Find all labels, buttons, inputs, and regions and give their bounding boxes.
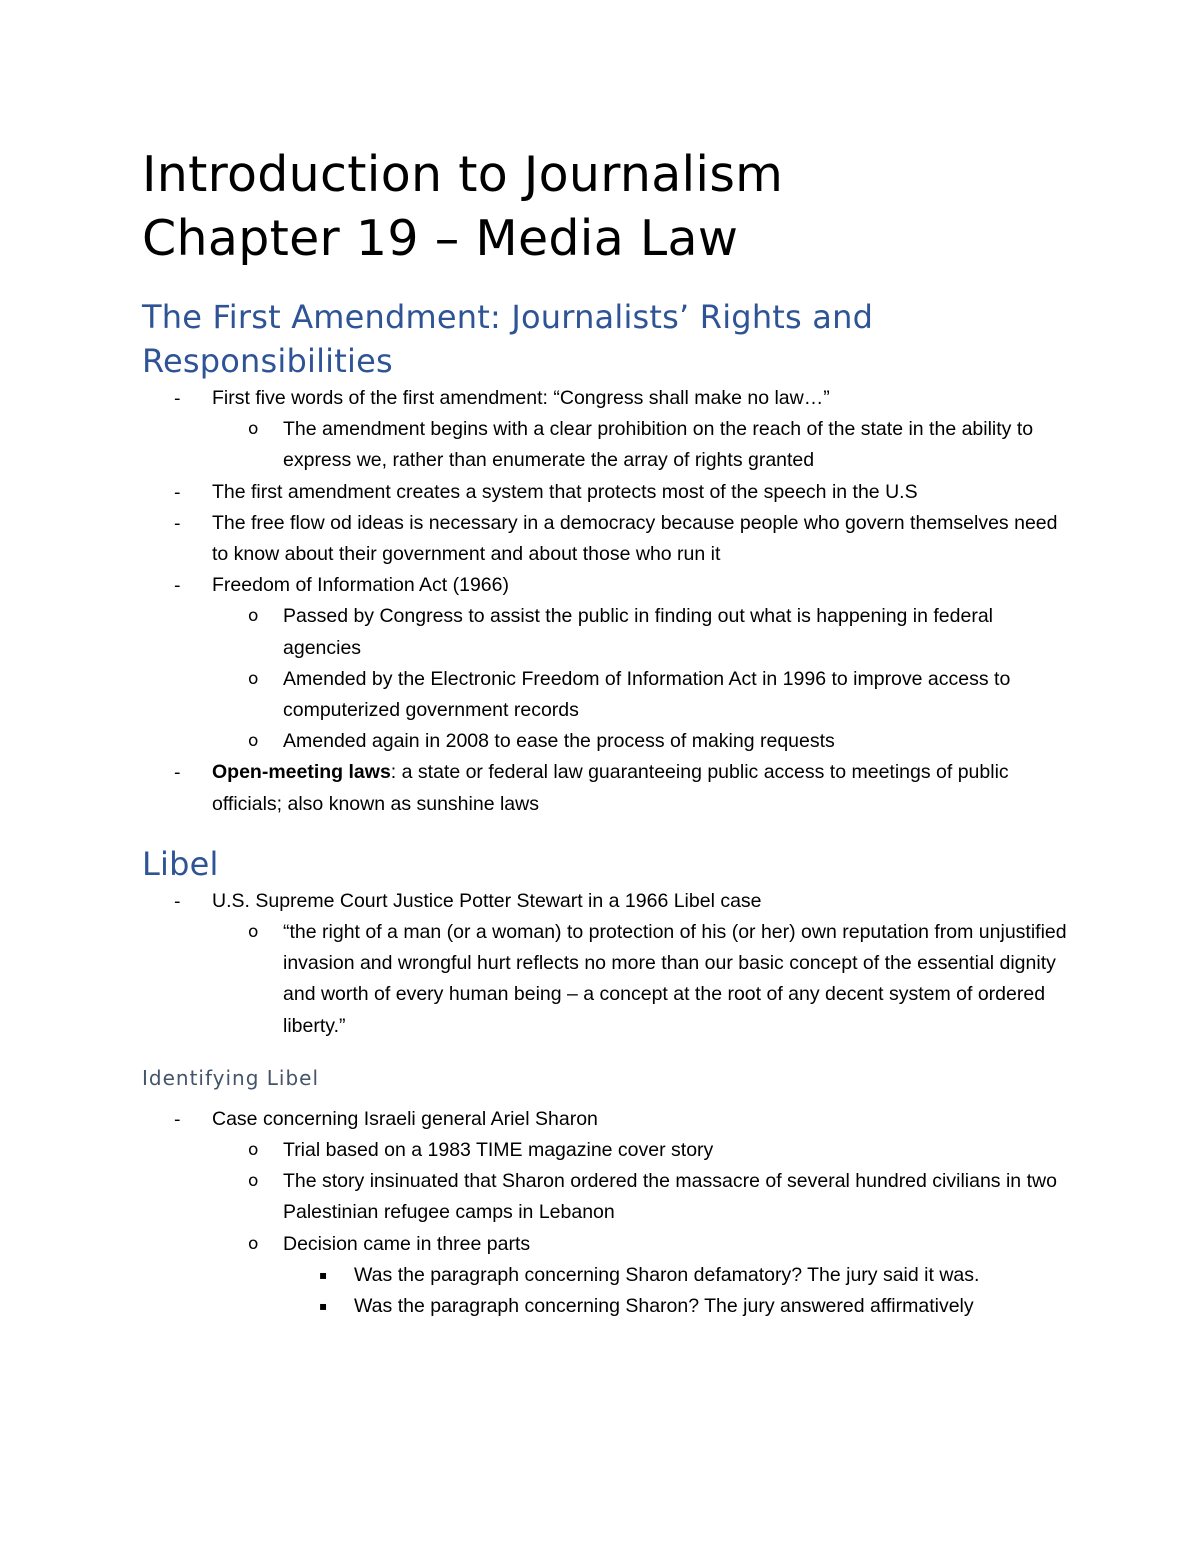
- section-heading-libel: Libel: [142, 844, 219, 883]
- circle-bullet: o: [248, 1171, 259, 1192]
- list-item: o Trial based on a 1983 TIME magazine cover story: [142, 1135, 1072, 1166]
- list-item: - The free flow od ideas is necessary in a democracy because people who govern themselves need to know about their government and about those who run it: [142, 508, 1072, 570]
- list-item: - The first amendment creates a system that protects most of the speech in the U.S: [142, 477, 1072, 508]
- list-item: - First five words of the first amendment: “Congress shall make no law…”: [142, 383, 1072, 414]
- list-item: - Open-meeting laws: a state or federal law guaranteeing public access to meetings of public officials; also known as sunshine laws: [142, 757, 1072, 819]
- list-item: - Freedom of Information Act (1966): [142, 570, 1072, 601]
- list-item: o Amended again in 2008 to ease the process of making requests: [142, 726, 1072, 757]
- circle-bullet: o: [248, 1140, 259, 1161]
- list-item: o Amended by the Electronic Freedom of Information Act in 1996 to improve access to computerized government records: [142, 664, 1072, 726]
- document-content: [142, 143, 1072, 1322]
- dash-bullet: -: [174, 1108, 181, 1130]
- circle-bullet: o: [248, 606, 259, 627]
- list-item: o The story insinuated that Sharon ordered the massacre of several hundred civilians in two Palestinian refugee camps in Lebanon: [142, 1166, 1072, 1228]
- document-title-line-1: Introduction to Journalism: [142, 146, 784, 203]
- dash-bullet: -: [174, 762, 181, 784]
- circle-bullet: o: [248, 668, 259, 689]
- subheading-identifying-libel: Identifying Libel: [142, 1065, 320, 1090]
- list-item: - U.S. Supreme Court Justice Potter Stewart in a 1966 Libel case: [142, 886, 1072, 917]
- square-bullet: ▪: [319, 1267, 328, 1282]
- libel-list: [142, 886, 1072, 1042]
- term-open-meeting-laws: Open-meeting laws: [212, 761, 391, 784]
- list-item: o The amendment begins with a clear prohibition on the reach of the state in the ability to express we, rather than enumerate the array of rights granted: [142, 414, 1072, 476]
- circle-bullet: o: [248, 419, 259, 440]
- dash-bullet: -: [174, 481, 181, 503]
- circle-bullet: o: [248, 922, 259, 943]
- first-amendment-list: [142, 383, 1072, 820]
- list-item: ▪ Was the paragraph concerning Sharon? The jury answered affirmatively: [142, 1291, 1072, 1322]
- dash-bullet: -: [174, 512, 181, 534]
- circle-bullet: o: [248, 731, 259, 752]
- dash-bullet: -: [174, 890, 181, 912]
- list-item: - Case concerning Israeli general Ariel Sharon: [142, 1104, 1072, 1135]
- dash-bullet: -: [174, 575, 181, 597]
- section-heading-first-amendment: The First Amendment: Journalists’ Rights and Responsibilities: [142, 298, 874, 380]
- list-item: o Decision came in three parts: [142, 1229, 1072, 1260]
- list-item: o “the right of a man (or a woman) to protection of his (or her) own reputation from unjustified invasion and wrongful hurt reflects no more than our basic concept of the essential dignity and worth of every human being – a concept at the root of any decent system of ordered liberty.”: [142, 917, 1072, 1042]
- dash-bullet: -: [174, 388, 181, 409]
- identifying-libel-list: [142, 1104, 1072, 1322]
- document-title-line-2: Chapter 19 – Media Law: [142, 210, 739, 267]
- list-item: ▪ Was the paragraph concerning Sharon defamatory? The jury said it was.: [142, 1260, 1072, 1291]
- list-item: o Passed by Congress to assist the public in finding out what is happening in federal agencies: [142, 601, 1072, 663]
- square-bullet: ▪: [319, 1299, 328, 1314]
- circle-bullet: o: [248, 1233, 259, 1254]
